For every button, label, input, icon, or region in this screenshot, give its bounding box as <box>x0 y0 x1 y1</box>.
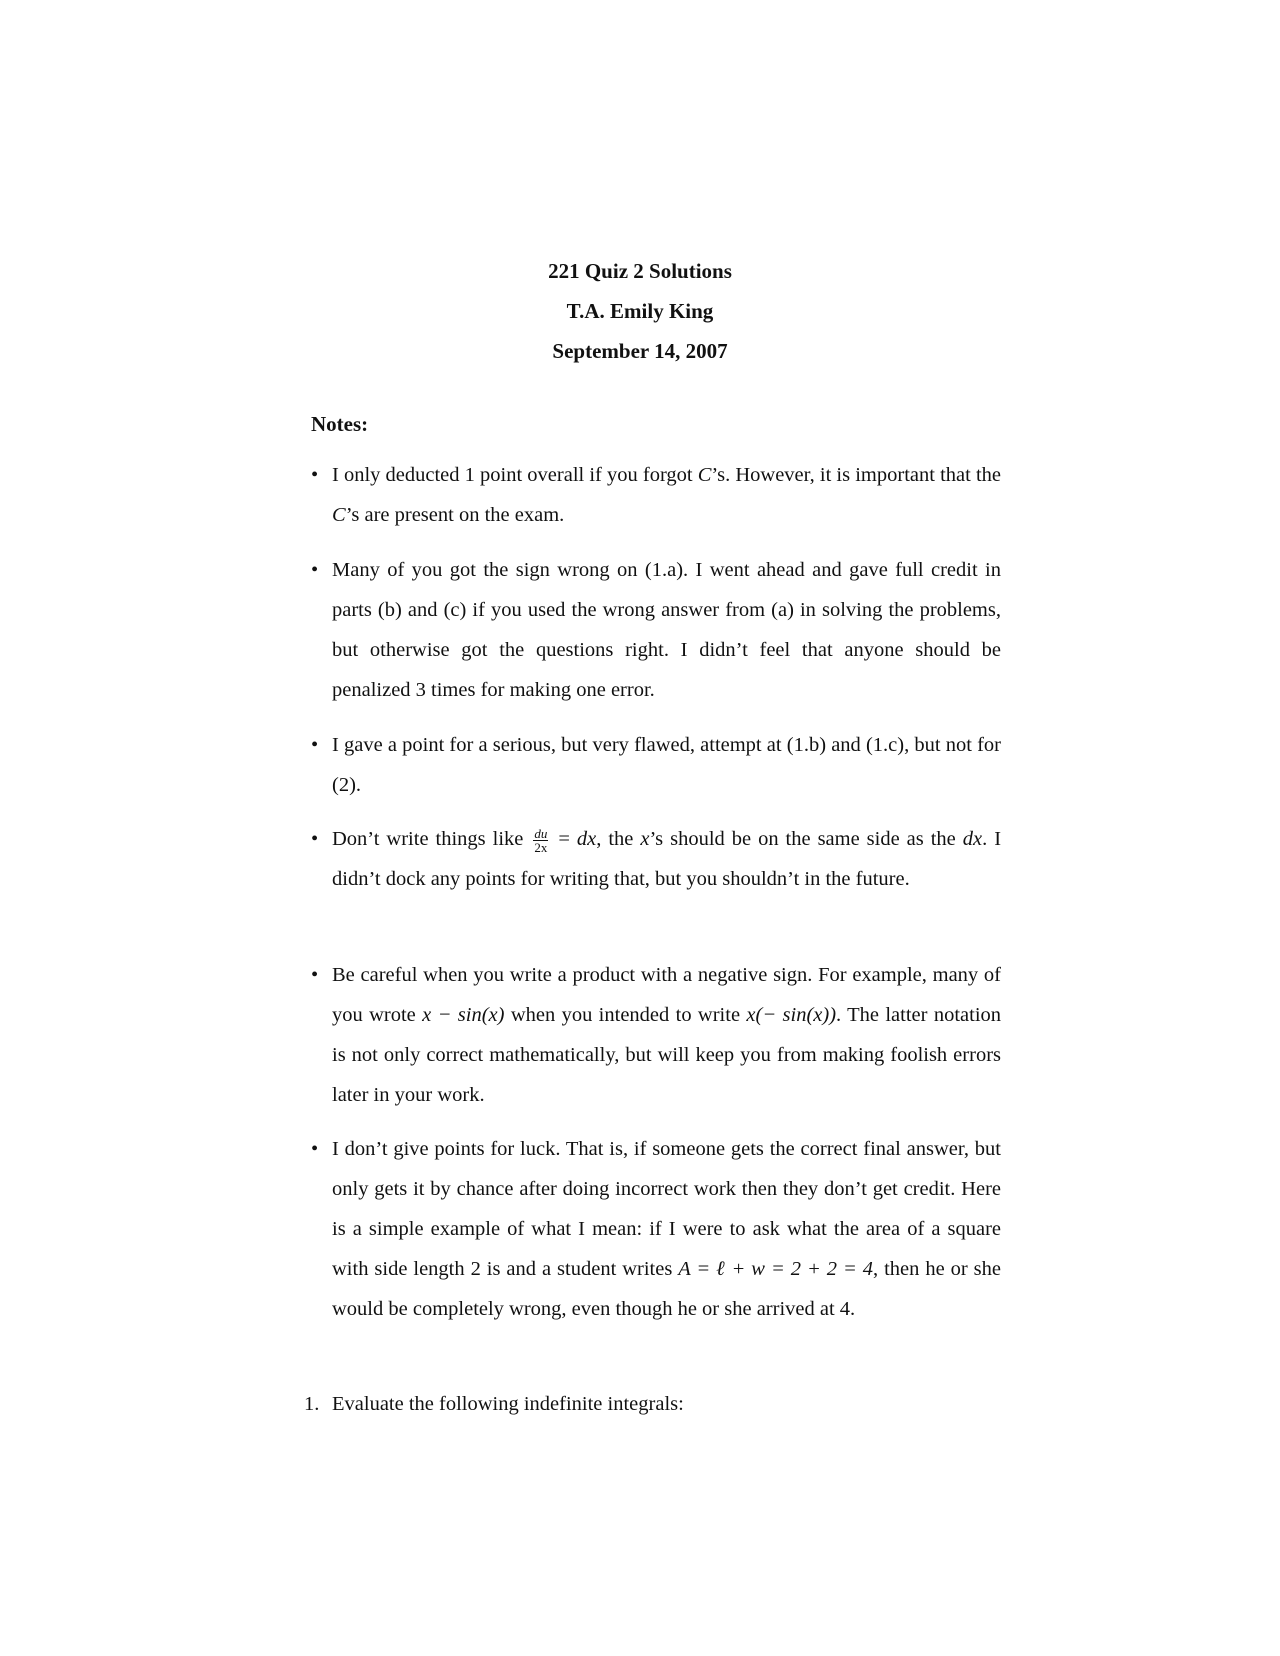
note-item <box>311 819 1001 899</box>
note-text <box>332 1129 1001 1329</box>
notes-heading <box>311 412 368 437</box>
note-text: Many of you got the sign wrong on (1.a). I went ahead and gave full credit in parts (b) and (c) if you used the wrong answer from (a) in solving the problems, but otherwise got the questions right. I didn’t feel that anyone should be penalized 3 times for making one error. <box>332 559 1001 701</box>
note-text-part: Be careful when you write a product with a negative sign. For example, many of you wrote <box>332 964 1001 1026</box>
note-item <box>311 1129 1001 1329</box>
math-expression: x − sin(x) <box>422 1004 505 1026</box>
note-text <box>332 955 1001 1115</box>
note-text <box>332 455 1001 535</box>
bullet-icon: • <box>311 734 319 756</box>
note-text-part: I don’t give points for luck. That is, if someone gets the correct final answer, but only gets it by chance after doing incorrect work then they don’t get credit. Here is a simple example of what I mean: if I were to ask what the area of a square with side length 2 is and a student writes <box>332 1138 1001 1280</box>
math-expression: C <box>332 504 346 526</box>
date-line: September 14, 2007 <box>552 339 728 363</box>
note-item <box>311 725 1001 805</box>
note-text: I gave a point for a serious, but very flawed, attempt at (1.b) and (1.c), but not for (2). <box>332 734 1001 796</box>
math-expression: x <box>640 828 650 850</box>
question-text: Evaluate the following indefinite integrals: <box>332 1393 684 1415</box>
note-text-part: . The latter notation is not only correct mathematically, but will keep you from making foolish errors later in your work. <box>332 1004 1002 1106</box>
fraction-numerator: du <box>534 825 548 841</box>
note-text-part: I only deducted 1 point overall if you forgot <box>332 464 698 486</box>
page-title: 221 Quiz 2 Solutions <box>548 259 732 283</box>
question-item <box>304 1384 684 1424</box>
note-text-part: . I didn’t dock any points for writing that, but you shouldn’t in the future. <box>332 828 1002 890</box>
bullet-icon: • <box>311 828 319 850</box>
note-text-part: , the <box>596 828 641 850</box>
bullet-icon: • <box>311 1138 319 1160</box>
note-text <box>332 819 1001 899</box>
notes-label-text: Notes: <box>311 412 369 436</box>
bullet-icon: • <box>311 964 319 986</box>
note-text-part: , then he or she would be completely wrong, even though he or she arrived at 4. <box>332 1258 1002 1320</box>
bullet-icon: • <box>311 464 319 486</box>
fraction-denominator-text: 2x <box>534 839 548 855</box>
note-text-part: ’s. However, it is important that the <box>711 464 1001 486</box>
math-expression: dx <box>962 828 983 850</box>
note-item <box>311 955 1001 1115</box>
note-item <box>311 550 1001 710</box>
note-text-part: = <box>551 828 577 850</box>
note-text-part: ’s should be on the same side as the <box>649 828 963 850</box>
note-text-part: Don’t write things like <box>332 828 531 850</box>
math-expression: A = ℓ + w = 2 + 2 = 4 <box>678 1258 873 1280</box>
math-expression: x(− sin(x)) <box>746 1004 837 1026</box>
author-line: T.A. Emily King <box>566 299 714 323</box>
fraction-denominator <box>533 841 548 854</box>
math-expression: dx <box>576 828 597 850</box>
question-number: 1. <box>304 1393 320 1415</box>
math-expression: C <box>697 464 712 486</box>
note-text-part: ’s are present on the exam. <box>345 504 565 526</box>
fraction-du-over-2x <box>533 827 548 854</box>
note-item <box>311 455 1001 535</box>
bullet-icon: • <box>311 559 319 581</box>
note-text-part: when you intended to write <box>504 1004 747 1026</box>
